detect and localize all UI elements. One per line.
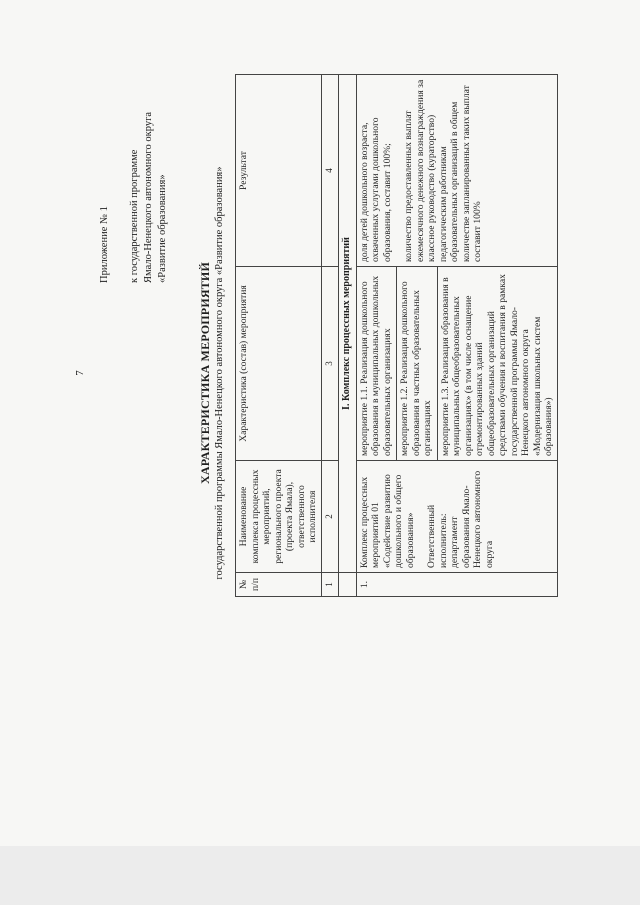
viewer-background — [0, 846, 640, 905]
measure-item: мероприятие 1.2. Реализация дошкольного образования в частных образовательных организациях — [399, 281, 433, 456]
result-item: доля детей дошкольного возраста, охваченных услугами дошкольного образования, составит 100%; — [358, 117, 393, 262]
program-cell — [356, 461, 557, 573]
attachment-label: Приложение № 1 — [99, 206, 110, 283]
responsible-executor: Ответственный исполнитель: департамент образования Ямало-Ненецкого автономного округа — [426, 470, 495, 568]
column-index-row — [321, 75, 338, 597]
table-row — [356, 75, 557, 597]
result-item: количество предоставленных выплат ежемесячного денежного вознаграждения за классное руководство (кураторство) педагогическим работникам образовательных организаций в общем количестве запланированных таких выплат составит 100% — [403, 79, 483, 262]
measures-table — [235, 74, 558, 597]
header-cell: № п/п — [236, 573, 322, 597]
row-number: 1. — [356, 573, 557, 597]
header-cell: Наименование комплекса процессных мероприятий, регионального проекта (проекта Ямала), ответственного исполнителя — [236, 461, 322, 573]
page-number: 7 — [74, 370, 86, 376]
document-title: ХАРАКТЕРИСТИКА МЕРОПРИЯТИЙ — [198, 262, 212, 484]
index-cell: 2 — [321, 461, 338, 573]
header-cell: Результат — [236, 75, 322, 267]
rotated-content — [74, 53, 554, 693]
header-cell: Характеристика (состав) мероприятия — [236, 267, 322, 461]
measure-item: мероприятие 1.3. Реализация образования в муниципальных общеобразовательных организациях» (в том числе оснащение отремонтированных зданий общеобразовательных организаций средствами обучения и воспитания в рамках государственной программы Ямало-Ненецкого автономного округа «Модернизация школьных систем образования») — [439, 274, 554, 456]
attachment-note — [98, 53, 170, 283]
table-header-row — [236, 75, 322, 597]
results-cell — [356, 75, 557, 267]
section-row — [338, 75, 356, 597]
index-cell: 3 — [321, 267, 338, 461]
attachment-line: «Развитие образования» — [157, 174, 168, 283]
measure-item: мероприятие 1.1. Реализация дошкольного образования в муниципальных дошкольных образовательных организациях — [358, 275, 393, 456]
index-cell: 4 — [321, 75, 338, 267]
attachment-line: к государственной программе — [129, 149, 140, 283]
measures-cell — [356, 267, 557, 461]
index-cell: 1 — [321, 573, 338, 597]
attachment-line: Ямало-Ненецкого автономного округа — [143, 111, 154, 283]
document-subtitle: государственной программы Ямало-Ненецкого автономного округа «Развитие образования» — [214, 166, 225, 580]
section-title: I. Комплекс процессных мероприятий — [338, 75, 356, 573]
program-name: Комплекс процессных мероприятий 01 «Содействие развитию дошкольного и общего образования» — [358, 474, 416, 568]
